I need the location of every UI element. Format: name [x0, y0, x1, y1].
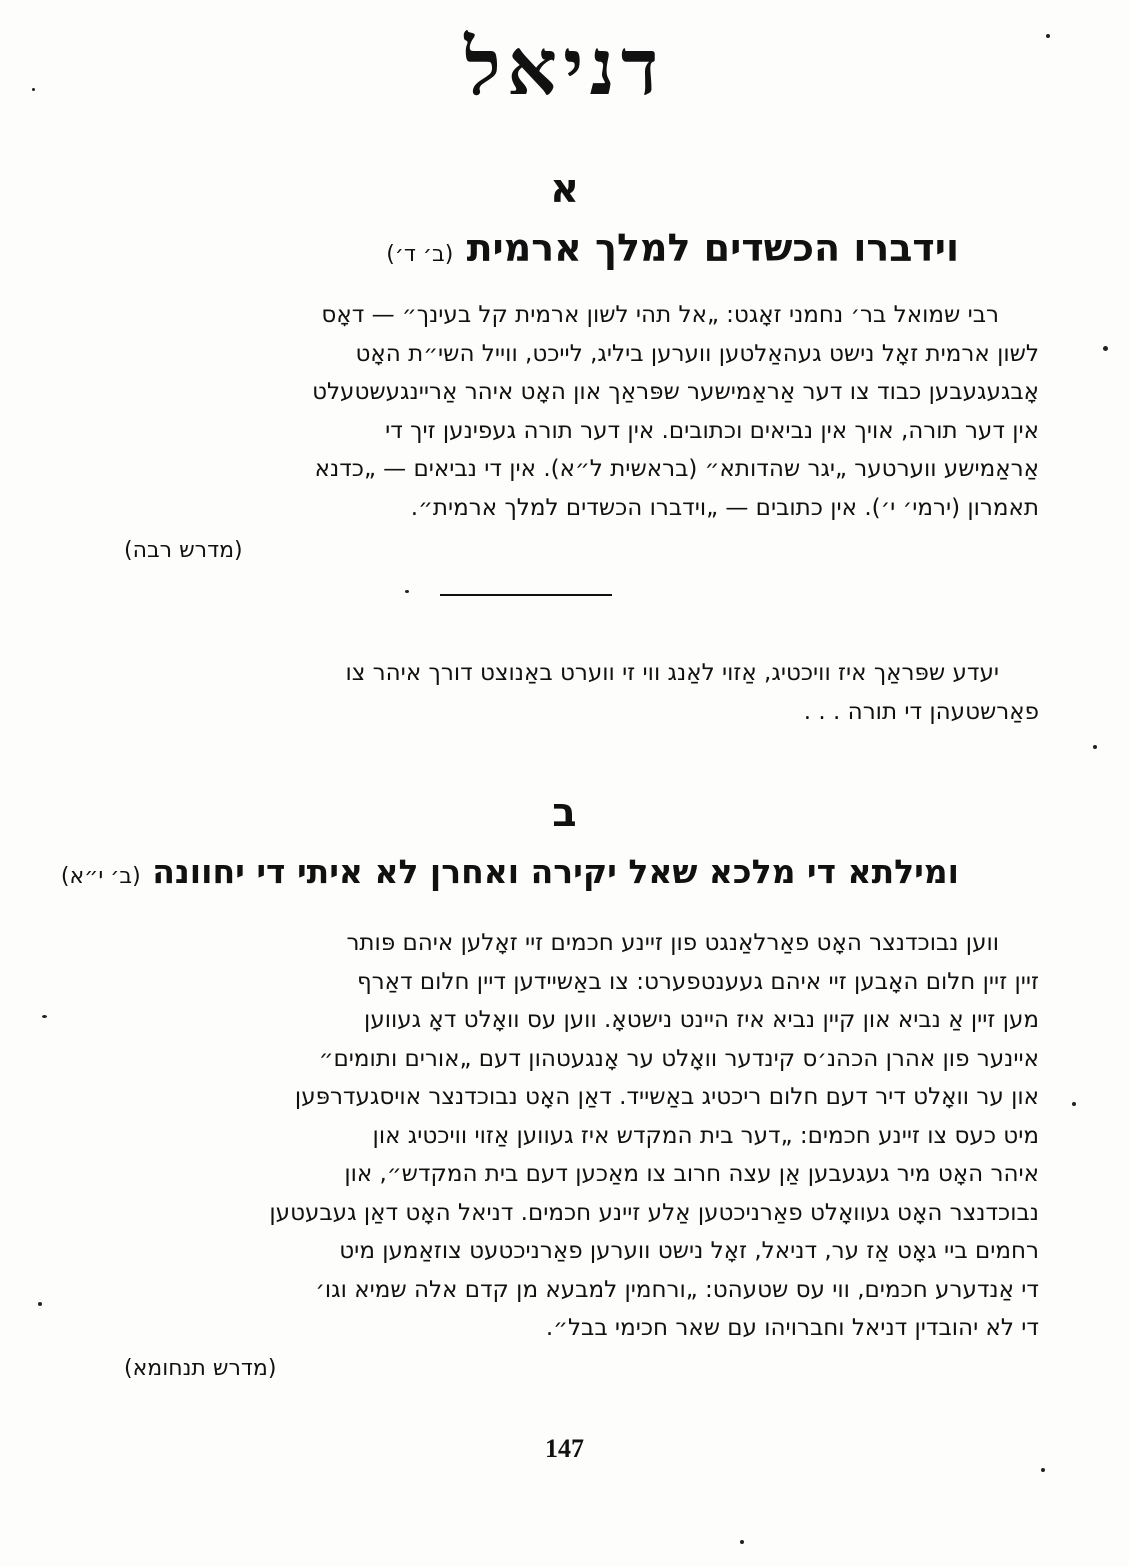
scan-speck	[42, 1015, 47, 1018]
paragraph-line: אָבגעגעבען כבוד צו דער אַראַמישער שפּראַך און האָט איהר אַריינגעשטעלט	[312, 379, 1039, 405]
section-b-paragraph	[94, 924, 1039, 1348]
paragraph-line: נבוכדנצר האָט געוואָלט פאַרניכטען אַלע זיינע חכמים. דניאל האָט דאַן געבעטען	[269, 1199, 1039, 1226]
paragraph-line: אין דער תורה, אויך אין נביאים וכתובים. אין דער תורה געפינען זיך די	[385, 417, 1039, 444]
paragraph-line: מיט כעס צו זיינע חכמים: „דער בית המקדש איז געווען אַזוי וויכטיג און	[372, 1122, 1039, 1149]
section-a-paragraph	[94, 296, 1039, 527]
paragraph-line: איינער פון אהרן הכהנ׳ס קינדער וואָלט ער אָנגעטהון דעם „אורים ותומים״	[318, 1045, 1039, 1072]
scan-speck	[405, 590, 409, 593]
section-a-heading	[386, 226, 959, 270]
section-b-heading-text: ומילתא די מלכא שאל יקירה ואחרן לא איתי די יחוונה	[152, 852, 959, 891]
note-paragraph	[94, 654, 1039, 731]
paragraph-line: רבי שמואל בר׳ נחמני זאָגט: „אל תהי לשון ארמית קל בעינך״ — דאָס	[321, 302, 999, 328]
note-line: יעדע שפּראַך איז וויכטיג, אַזוי לאַנג ווי זי ווערט באַנוצט דורך איהר צו	[345, 660, 999, 686]
book-title: דניאל	[464, 22, 665, 113]
paragraph-line: ווען נבוכדנצר האָט פאַרלאַנגט פון זיינע חכמים זיי זאָלען איהם פּותר	[346, 930, 999, 956]
scan-speck	[1072, 1102, 1076, 1106]
section-divider	[440, 594, 612, 596]
section-a-source: (מדרש רבה)	[124, 538, 243, 563]
section-b-source: (מדרש תנחומא)	[124, 1356, 277, 1381]
scan-speck	[740, 1540, 744, 1544]
paragraph-line: מען זיין אַ נביא און קיין נביא איז היינט נישטאָ. ווען עס וואָלט דאָ געווען	[364, 1007, 1039, 1033]
scan-speck	[1093, 745, 1097, 749]
paragraph-line: איהר האָט מיר געגעבען אַן עצה חרוב צו מאַכען דעם בית המקדש״, און	[344, 1161, 1039, 1187]
paragraph-line: אַראַמישע ווערטער „יגר שהדותא״ (בראשית ל״א). אין די נביאים — „כדנא	[314, 456, 1039, 482]
page-number: 147	[545, 1434, 584, 1463]
paragraph-line: די לא יהובדין דניאל וחברויהו עם שאר חכימי בבל״.	[545, 1315, 1039, 1341]
paragraph-line: תאמרון (ירמי׳ י׳). אין כתובים — „וידברו הכשדים למלך ארמית״.	[410, 494, 1039, 521]
paragraph-line: און ער וואָלט דיר דעם חלום ריכטיג באַשייד. דאַן האָט נבוכדנצר אויסגעדרפּען	[294, 1084, 1039, 1110]
paragraph-line: רחמים ביי גאָט אַז ער, דניאל, זאָל נישט ווערען פאַרניכטעט צוזאַמען מיט	[339, 1238, 1039, 1264]
paragraph-line: זיין זיין חלום האָבען זיי איהם געענטפערט: צו באַשיידען דיין חלום דאַרף	[356, 968, 1039, 995]
paragraph-line: די אַנדערע חכמים, ווי עס שטעהט: „ורחמין למבעא מן קדם אלה שמיא וגו׳	[315, 1276, 1039, 1303]
section-a-heading-ref: (ב׳ ד׳)	[386, 242, 454, 267]
scan-speck	[38, 1302, 42, 1306]
note-line: פאַרשטעהן די תורה . . .	[803, 698, 1039, 725]
paragraph-line: לשון ארמית זאָל נישט געהאַלטען ווערען ביליג, לייכט, ווייל השי״ת האָט	[355, 340, 1039, 367]
scan-speck	[1041, 1468, 1045, 1472]
scan-speck	[32, 88, 35, 91]
scan-speck	[1046, 34, 1050, 38]
section-b-heading-ref: (ב׳ י״א)	[60, 864, 141, 889]
section-a-letter: א	[549, 166, 580, 212]
section-b-letter: ב	[552, 790, 577, 836]
section-b-heading	[61, 852, 959, 891]
scan-speck	[1103, 346, 1108, 351]
section-a-heading-text: וידברו הכשדים למלך ארמית	[466, 226, 959, 270]
